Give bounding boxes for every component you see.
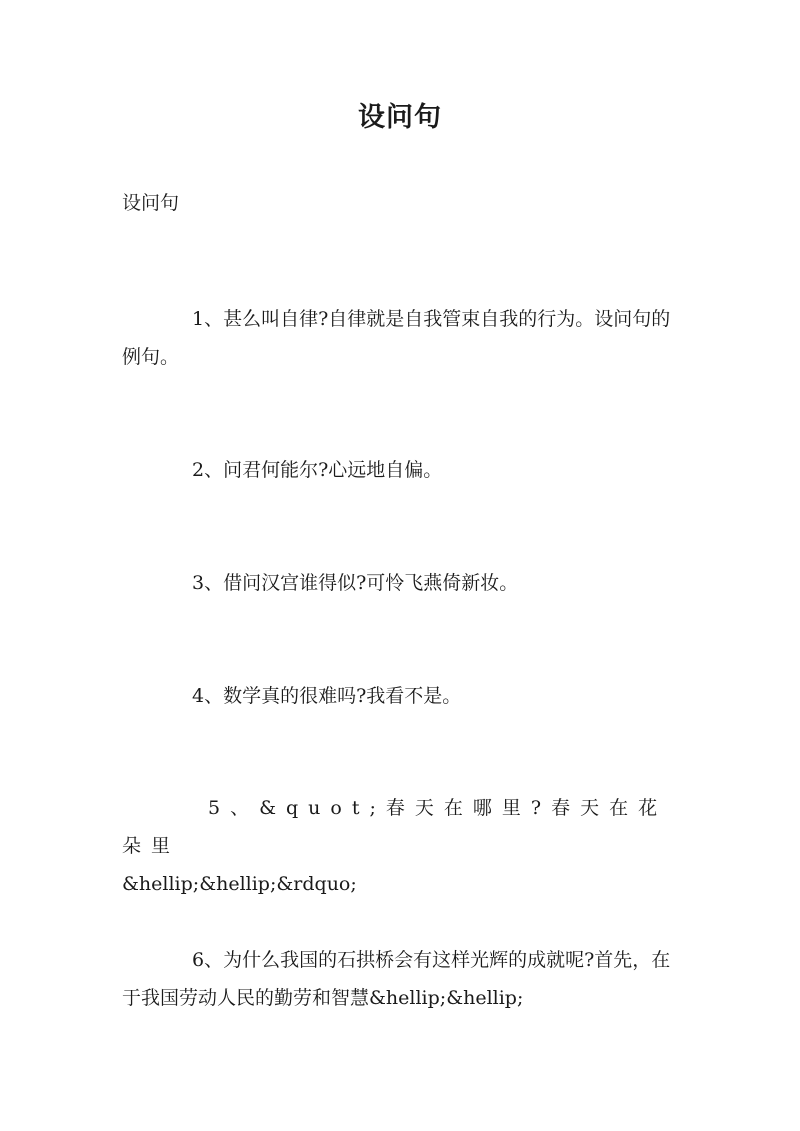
paragraph-6: 6、为什么我国的石拱桥会有这样光辉的成就呢?首先，在于我国劳动人民的勤劳和智慧&hellip;&hellip; bbox=[122, 949, 671, 1009]
paragraph-5-line-1: 5、&quot;春天在哪里?春天在花朵里 bbox=[122, 797, 668, 857]
paragraph-1: 1、甚么叫自律?自律就是自我管束自我的行为。设问句的例句。 bbox=[122, 308, 671, 368]
paragraph-5 bbox=[122, 789, 682, 903]
paragraph-2: 2、问君何能尔?心远地自偏。 bbox=[192, 459, 443, 481]
paragraph-4: 4、数学真的很难吗?我看不是。 bbox=[192, 685, 462, 707]
document-subtitle: 设问句 bbox=[122, 192, 180, 214]
document-title: 设问句 bbox=[358, 102, 442, 133]
paragraph-5-line-2: &hellip;&hellip;&rdquo; bbox=[122, 873, 357, 895]
paragraph-3: 3、借问汉宫谁得似?可怜飞燕倚新妆。 bbox=[192, 572, 519, 594]
